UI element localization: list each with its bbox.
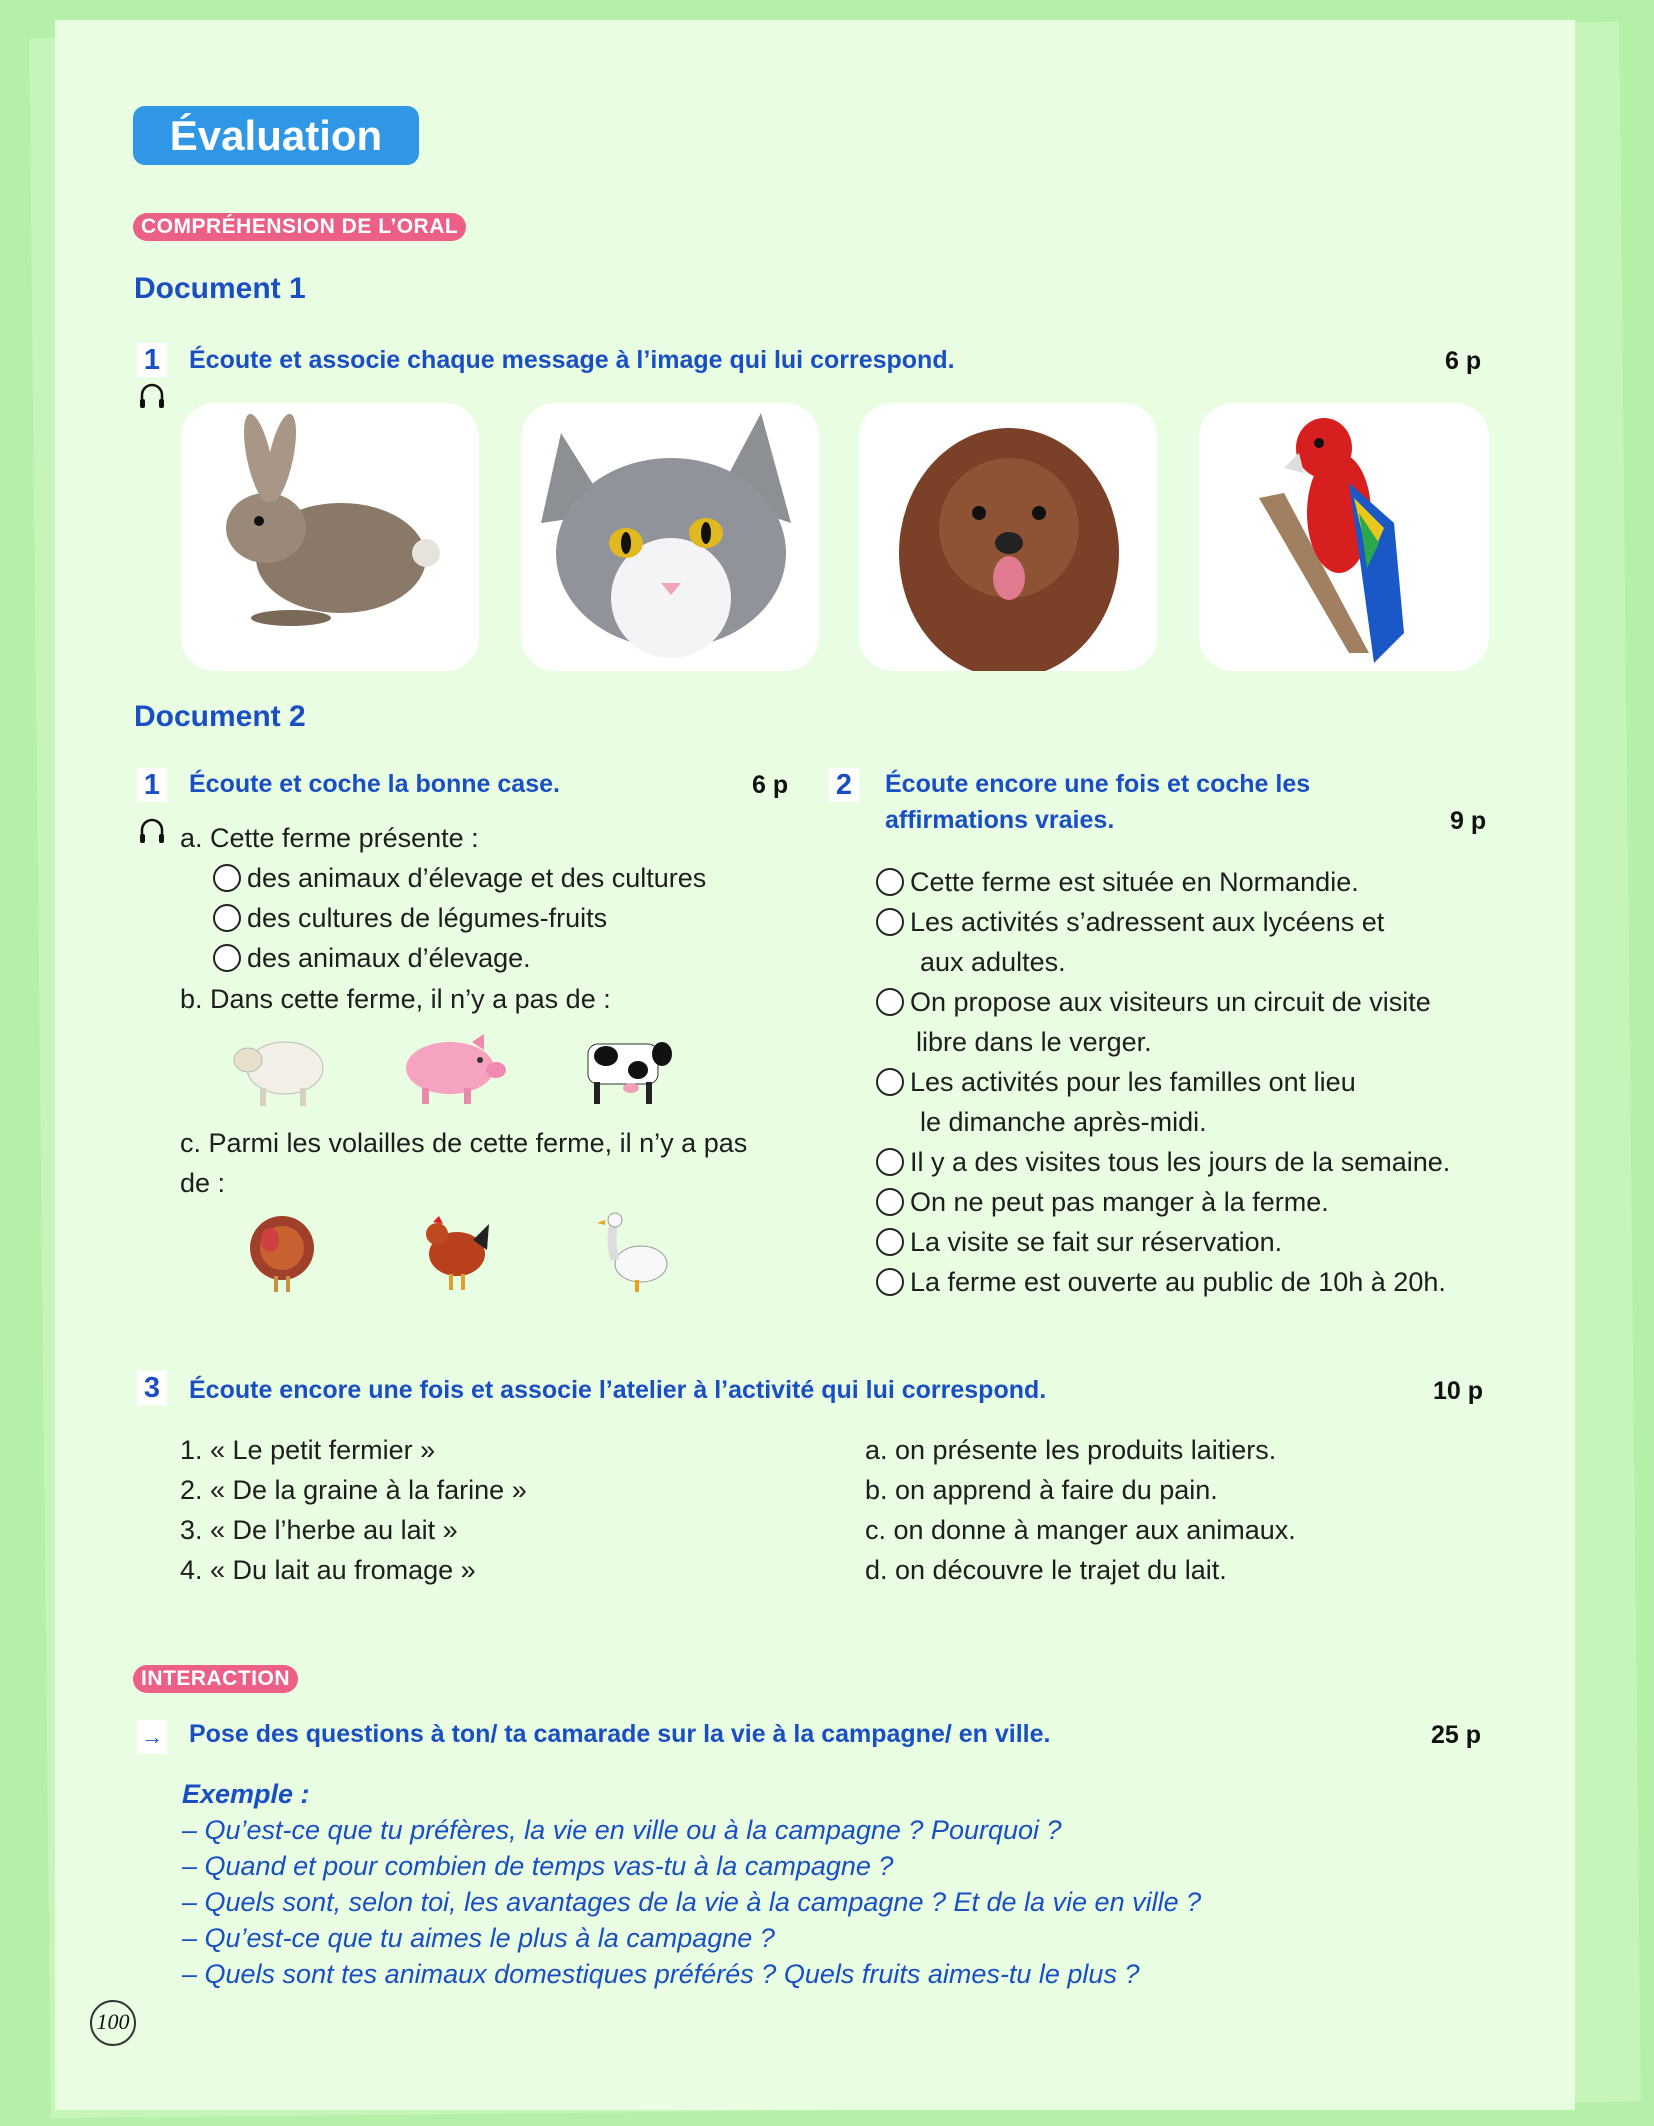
statement-item[interactable]: On ne peut pas manger à la ferme. [876,1182,1329,1222]
radio-button[interactable] [213,944,241,972]
activity-item: c. on donne à manger aux animaux. [865,1515,1296,1545]
statement-item[interactable]: Les activités pour les familles ont lieu [876,1062,1356,1102]
radio-button[interactable] [876,1228,904,1256]
radio-button[interactable] [876,1148,904,1176]
goose-icon[interactable] [595,1210,675,1295]
workshop-item: 3. « De l’herbe au lait » [180,1515,458,1545]
statement-item[interactable]: La ferme est ouverte au public de 10h à 20h. [876,1262,1446,1302]
arrow-icon: → [137,1720,167,1754]
sub-question-a: a. Cette ferme présente : [180,823,479,853]
turkey-icon[interactable] [240,1210,320,1295]
section-tag-interaction: INTERACTION [133,1665,298,1693]
sub-question-c-cont: de : [180,1168,226,1198]
question-instruction: Écoute encore une fois et coche les [885,770,1311,798]
example-question: – Quand et pour combien de temps vas-tu à la campagne ? [182,1851,894,1881]
example-question: – Qu’est-ce que tu aimes le plus à la campagne ? [182,1923,775,1953]
sub-question-b: b. Dans cette ferme, il n’y a pas de : [180,984,611,1014]
example-question: – Quels sont, selon toi, les avantages de la vie à la campagne ? Et de la vie en ville ? [182,1887,1202,1917]
radio-button[interactable] [213,904,241,932]
workshop-item: 2. « De la graine à la farine » [180,1475,527,1505]
dog-photo[interactable] [859,403,1157,671]
statement-item[interactable]: Il y a des visites tous les jours de la semaine. [876,1142,1450,1182]
activity-item: b. on apprend à faire du pain. [865,1475,1218,1505]
statement-item[interactable]: La visite se fait sur réservation. [876,1222,1282,1262]
statement-item[interactable]: Cette ferme est située en Normandie. [876,862,1359,902]
question-points: 6 p [1445,347,1482,375]
question-points: 9 p [1450,807,1487,835]
hen-icon[interactable] [415,1210,495,1295]
question-number: 2 [829,768,859,802]
question-points: 25 p [1431,1721,1482,1749]
cow-icon[interactable] [576,1030,676,1110]
radio-button[interactable] [876,868,904,896]
activity-item: d. on découvre le trajet du lait. [865,1555,1227,1585]
question-instruction: Écoute et coche la bonne case. [189,770,560,798]
radio-button[interactable] [876,1188,904,1216]
statement-item-cont: libre dans le verger. [916,1027,1152,1057]
question-instruction-cont: affirmations vraies. [885,806,1115,834]
workshop-item: 1. « Le petit fermier » [180,1435,436,1465]
page-number: 100 [90,2000,136,2046]
parrot-photo[interactable] [1199,403,1489,671]
headphones-icon [137,381,167,411]
statement-item[interactable]: Les activités s’adressent aux lycéens et [876,902,1384,942]
radio-button[interactable] [876,988,904,1016]
cat-photo[interactable] [521,403,819,671]
question-number: 3 [137,1371,167,1405]
activity-item: a. on présente les produits laitiers. [865,1435,1277,1465]
radio-button[interactable] [876,1268,904,1296]
interaction-instruction: Pose des questions à ton/ ta camarade sur la vie à la campagne/ en ville. [189,1720,1051,1748]
radio-button[interactable] [213,864,241,892]
statement-item-cont: aux adultes. [920,947,1066,977]
sheep-icon[interactable] [230,1030,330,1110]
headphones-icon [137,816,167,846]
question-instruction: Écoute encore une fois et associe l’atelier à l’activité qui lui correspond. [189,1376,1047,1404]
statement-item-cont: le dimanche après-midi. [920,1107,1207,1137]
question-instruction: Écoute et associe chaque message à l’image qui lui correspond. [189,346,955,374]
example-question: – Qu’est-ce que tu préfères, la vie en ville ou à la campagne ? Pourquoi ? [182,1815,1062,1845]
pig-icon[interactable] [392,1030,512,1110]
sub-question-c: c. Parmi les volailles de cette ferme, il n’y a pas [180,1128,748,1158]
question-points: 6 p [752,771,789,799]
question-points: 10 p [1433,1377,1484,1405]
document-1-title: Document 1 [134,272,306,305]
radio-button[interactable] [876,1068,904,1096]
section-tag-oral: COMPRÉHENSION DE L’ORAL [133,213,466,241]
option-item[interactable]: des cultures de légumes-fruits [213,898,607,938]
radio-button[interactable] [876,908,904,936]
option-item[interactable]: des animaux d’élevage. [213,938,531,978]
document-2-title: Document 2 [134,700,306,733]
question-number: 1 [137,343,167,377]
example-label: Exemple : [182,1779,310,1809]
statement-item[interactable]: On propose aux visiteurs un circuit de visite [876,982,1431,1022]
rabbit-photo[interactable] [181,403,479,671]
example-question: – Quels sont tes animaux domestiques préférés ? Quels fruits aimes-tu le plus ? [182,1959,1140,1989]
question-number: 1 [137,768,167,802]
page-title: Évaluation [133,106,419,165]
workshop-item: 4. « Du lait au fromage » [180,1555,476,1585]
option-item[interactable]: des animaux d’élevage et des cultures [213,858,706,898]
